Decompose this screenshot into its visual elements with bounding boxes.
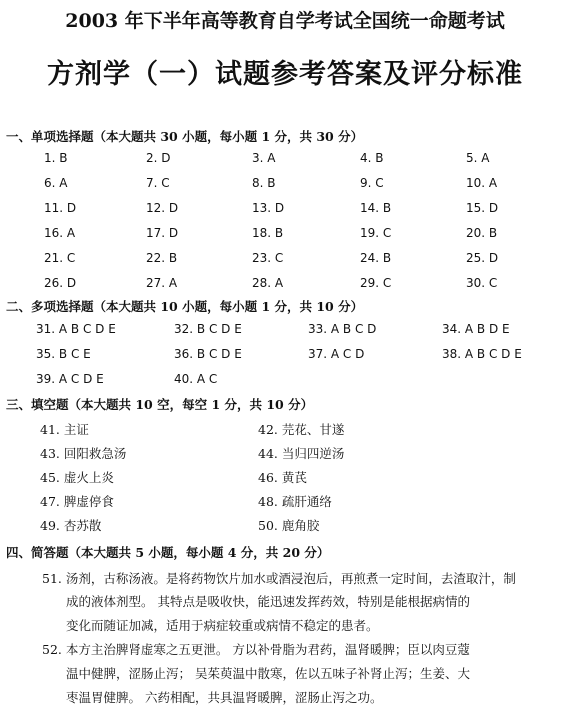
single-choice-answer: 13. D — [252, 201, 285, 215]
single-choice-answer: 20. B — [466, 226, 498, 240]
single-choice-answer: 11. D — [44, 201, 77, 215]
multi-choice-answer: 31. A B C D E — [36, 322, 116, 336]
multi-choice-answer: 35. B C E — [36, 347, 91, 361]
single-choice-answer: 10. A — [466, 176, 498, 190]
fill-blank-answer: 42. 芫花、甘遂 — [258, 422, 345, 437]
multi-choice-answer: 39. A C D E — [36, 372, 104, 386]
exam-title: 2003 年下半年高等教育自学考试全国统一命题考试 — [65, 10, 505, 32]
single-choice-answer: 27. A — [146, 276, 178, 290]
section-heading-fill-blank: 三、填空题（本大题共 10 空，每空 1 分，共 10 分） — [6, 397, 314, 412]
single-choice-answer: 7. C — [146, 176, 170, 190]
single-choice-answer: 29. C — [360, 276, 392, 290]
fill-blank-answer: 41. 主证 — [40, 422, 89, 437]
single-choice-answer: 5. A — [466, 151, 490, 165]
answer-51-line: 51. 汤剂，古称汤液。是将药物饮片加水或酒浸泡后，再煎煮一定时间，去渣取汁，制 — [42, 571, 516, 586]
fill-blank-answer: 46. 黄芪 — [258, 470, 307, 485]
single-choice-answer: 30. C — [466, 276, 498, 290]
fill-blank-answer: 49. 杏苏散 — [40, 518, 102, 533]
multi-choice-answer: 34. A B D E — [442, 322, 510, 336]
answer-51-line: 成的液体剂型。 其特点是吸收快，能迅速发挥药效，特别是能根据病情的 — [66, 594, 470, 609]
multi-choice-answer: 38. A B C D E — [442, 347, 522, 361]
single-choice-answer: 4. B — [360, 151, 384, 165]
single-choice-answer: 6. A — [44, 176, 68, 190]
answer-52-line: 温中健脾，涩肠止泻； 吴茱萸温中散寒，佐以五味子补肾止泻；生姜、大 — [66, 666, 470, 681]
multi-choice-answer: 36. B C D E — [174, 347, 242, 361]
single-choice-answer: 1. B — [44, 151, 68, 165]
answer-52-line: 枣温胃健脾。 六药相配，共具温肾暖脾，涩肠止泻之功。 — [66, 690, 383, 705]
fill-blank-answer: 50. 鹿角胶 — [258, 518, 320, 533]
single-choice-answer: 18. B — [252, 226, 284, 240]
multi-choice-answer: 37. A C D — [308, 347, 365, 361]
single-choice-answer: 28. A — [252, 276, 284, 290]
single-choice-answer: 15. D — [466, 201, 499, 215]
multi-choice-answer: 40. A C — [174, 372, 218, 386]
single-choice-answer: 16. A — [44, 226, 76, 240]
single-choice-answer: 14. B — [360, 201, 392, 215]
single-choice-answer: 12. D — [146, 201, 179, 215]
section-heading-short-answer: 四、简答题（本大题共 5 小题，每小题 4 分，共 20 分） — [6, 545, 330, 560]
fill-blank-answer: 43. 回阳救急汤 — [40, 446, 127, 461]
single-choice-answer: 25. D — [466, 251, 499, 265]
single-choice-answer: 19. C — [360, 226, 392, 240]
answer-51-line: 变化而随证加减，适用于病症较重或病情不稳定的患者。 — [66, 618, 379, 633]
single-choice-answer: 2. D — [146, 151, 171, 165]
fill-blank-answer: 44. 当归四逆汤 — [258, 446, 345, 461]
fill-blank-answer: 48. 疏肝通络 — [258, 494, 332, 509]
single-choice-answer: 21. C — [44, 251, 76, 265]
multi-choice-answer: 33. A B C D — [308, 322, 377, 336]
answer-key-title: 方剂学（一）试题参考答案及评分标准 — [47, 59, 523, 90]
section-heading-multi-choice: 二、多项选择题（本大题共 10 小题，每小题 1 分，共 10 分） — [6, 299, 364, 314]
answer-52-line: 52. 本方主治脾肾虚寒之五更泄。 方以补骨脂为君药，温肾暖脾；臣以肉豆蔻 — [42, 642, 470, 657]
single-choice-answer: 23. C — [252, 251, 284, 265]
section-heading-single-choice: 一、单项选择题（本大题共 30 小题，每小题 1 分，共 30 分） — [6, 129, 364, 144]
single-choice-answer: 17. D — [146, 226, 179, 240]
single-choice-answer: 8. B — [252, 176, 276, 190]
single-choice-answer: 9. C — [360, 176, 384, 190]
single-choice-answer: 24. B — [360, 251, 392, 265]
fill-blank-answer: 47. 脾虚停食 — [40, 494, 114, 509]
multi-choice-answer: 32. B C D E — [174, 322, 242, 336]
single-choice-answer: 22. B — [146, 251, 178, 265]
single-choice-answer: 3. A — [252, 151, 276, 165]
single-choice-answer: 26. D — [44, 276, 77, 290]
fill-blank-answer: 45. 虚火上炎 — [40, 470, 114, 485]
